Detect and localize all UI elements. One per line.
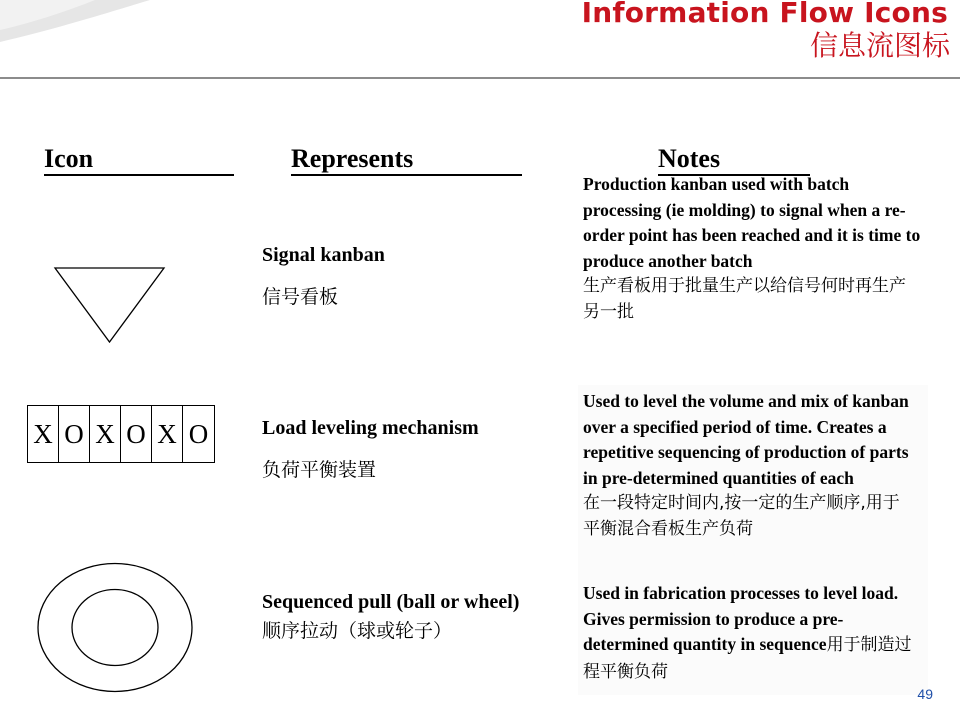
column-header-icon: Icon	[44, 144, 234, 176]
represents-load-leveling	[262, 415, 479, 483]
note-text-en: Production kanban used with batch processing (ie molding) to signal when a re-order point has been reached and it is time to produce another batch	[583, 174, 921, 271]
note-text-zh: 生产看板用于批量生产以给信号何时再生产另一批	[583, 276, 906, 322]
note-text-en: Used in fabrication processes to level load. Gives permission to produce a pre-determined quantity in sequence	[583, 583, 899, 655]
note-text-zh: 在一段特定时间内,按一定的生产顺序,用于平衡混合看板生产负荷	[583, 493, 900, 539]
represents-label-zh: 负荷平衡装置	[262, 459, 377, 481]
represents-sequenced-pull	[262, 588, 532, 646]
load-leveling-xo-box-icon	[27, 405, 215, 463]
slide-title-english: Information Flow Icons	[581, 0, 948, 29]
slide-title-chinese: 信息流图标	[809, 29, 950, 62]
column-header-represents: Represents	[291, 144, 522, 176]
sequenced-pull-ball-icon	[35, 560, 195, 695]
note-signal-kanban	[583, 172, 923, 326]
represents-label-en: Signal kanban	[262, 244, 385, 266]
signal-kanban-triangle-icon	[52, 265, 168, 345]
represents-label-en: Sequenced pull (ball or wheel)	[262, 591, 520, 613]
note-text-en: Used to level the volume and mix of kanban over a specified period of time. Creates a repetitive sequencing of production of parts in pre-determined quantities of each	[583, 391, 909, 488]
represents-label-en: Load leveling mechanism	[262, 417, 479, 439]
xo-cell: X	[152, 406, 183, 462]
note-sequenced-pull	[583, 581, 923, 685]
page-number: 49	[917, 686, 933, 702]
xo-cell: O	[188, 418, 209, 449]
xo-cell: O	[121, 406, 152, 462]
xo-cell: O	[59, 406, 90, 462]
note-text-zh: 用于制造过程平衡负荷	[583, 635, 912, 682]
note-load-leveling	[583, 389, 915, 543]
represents-label-zh: 信号看板	[262, 286, 339, 308]
header-divider	[0, 77, 960, 79]
represents-signal-kanban	[262, 242, 385, 310]
xo-cell: X	[90, 406, 121, 462]
represents-label-zh: 顺序拉动（球或轮子）	[262, 620, 453, 642]
column-header-notes: Notes	[658, 144, 810, 176]
xo-cell: X	[28, 406, 59, 462]
corner-swoosh-decoration	[0, 0, 160, 45]
